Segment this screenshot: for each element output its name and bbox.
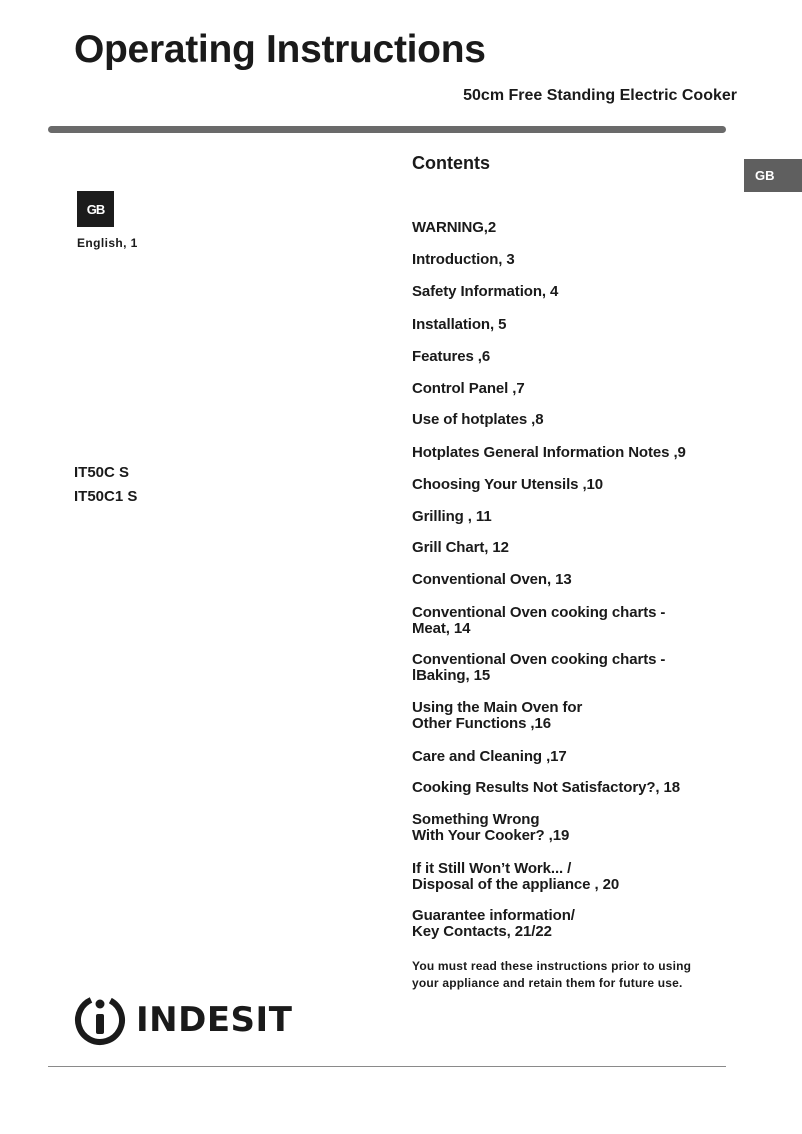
toc-item	[412, 572, 572, 588]
toc-item-line: Conventional Oven, 13	[412, 571, 572, 588]
toc-item-line: WARNING,2	[412, 219, 497, 236]
toc-item-line: With Your Cooker? ,19	[412, 827, 570, 844]
model-name: IT50C1 S	[74, 488, 138, 505]
toc-item-line: Grill Chart, 12	[412, 539, 509, 556]
brand-logo-icon	[72, 992, 128, 1048]
language-badge: GB	[77, 191, 114, 227]
brand-wordmark: INDESIT	[136, 1000, 293, 1040]
toc-item	[412, 749, 567, 765]
toc-item-line: lBaking, 15	[412, 667, 491, 684]
toc-item	[412, 605, 665, 637]
toc-item-line: Control Panel ,7	[412, 380, 525, 397]
toc-item	[412, 861, 619, 893]
page-title: Operating Instructions	[74, 28, 486, 71]
contents-heading: Contents	[412, 153, 490, 173]
toc-item-line: Guarantee information/	[412, 907, 575, 924]
language-label: English, 1	[77, 236, 138, 250]
toc-item-line: Disposal of the appliance , 20	[412, 876, 620, 893]
notice-line: You must read these instructions prior to using	[412, 959, 692, 973]
toc-item	[412, 908, 575, 940]
toc-item-line: Hotplates General Information Notes ,9	[412, 444, 686, 461]
toc-item	[412, 509, 492, 525]
model-list	[74, 464, 137, 512]
toc-item	[412, 349, 490, 365]
toc-item-line: Meat, 14	[412, 620, 471, 637]
toc-item-line: Conventional Oven cooking charts -	[412, 651, 666, 668]
toc-item	[412, 445, 686, 461]
header-divider	[48, 126, 726, 133]
toc-item	[412, 252, 515, 268]
toc-item	[412, 412, 543, 428]
read-instructions-notice	[412, 958, 732, 992]
toc-item-line: If it Still Won’t Work... /	[412, 860, 572, 877]
toc-item-line: Features ,6	[412, 348, 491, 365]
toc-item	[412, 317, 506, 333]
toc-item	[412, 780, 680, 796]
toc-item-line: Care and Cleaning ,17	[412, 748, 567, 765]
toc-item-line: Installation, 5	[412, 316, 507, 333]
toc-item-line: Key Contacts, 21/22	[412, 923, 552, 940]
toc-item-line: Using the Main Oven for	[412, 699, 583, 716]
toc-item	[412, 540, 509, 556]
toc-item	[412, 700, 582, 732]
toc-item	[412, 381, 525, 397]
toc-item-line: Cooking Results Not Satisfactory?, 18	[412, 779, 681, 796]
toc-item	[412, 220, 496, 236]
toc-item	[412, 652, 665, 684]
toc-item	[412, 812, 569, 844]
toc-item-line: Safety Information, 4	[412, 283, 559, 300]
brand-logo	[72, 992, 292, 1048]
toc-item-line: Choosing Your Utensils ,10	[412, 476, 604, 493]
toc-item-line: Conventional Oven cooking charts -	[412, 604, 666, 621]
toc-item	[412, 477, 603, 493]
toc-item-line: Use of hotplates ,8	[412, 411, 544, 428]
toc-item	[412, 284, 558, 300]
model-name: IT50C S	[74, 464, 130, 481]
toc-item-line: Introduction, 3	[412, 251, 515, 268]
toc-item-line: Grilling , 11	[412, 508, 492, 525]
product-subtitle: 50cm Free Standing Electric Cooker	[463, 87, 737, 104]
toc-item-line: Other Functions ,16	[412, 715, 551, 732]
notice-line: your appliance and retain them for future use.	[412, 976, 683, 990]
toc-item-line: Something Wrong	[412, 811, 540, 828]
footer-divider	[48, 1066, 726, 1067]
language-side-tab: GB	[744, 159, 802, 192]
